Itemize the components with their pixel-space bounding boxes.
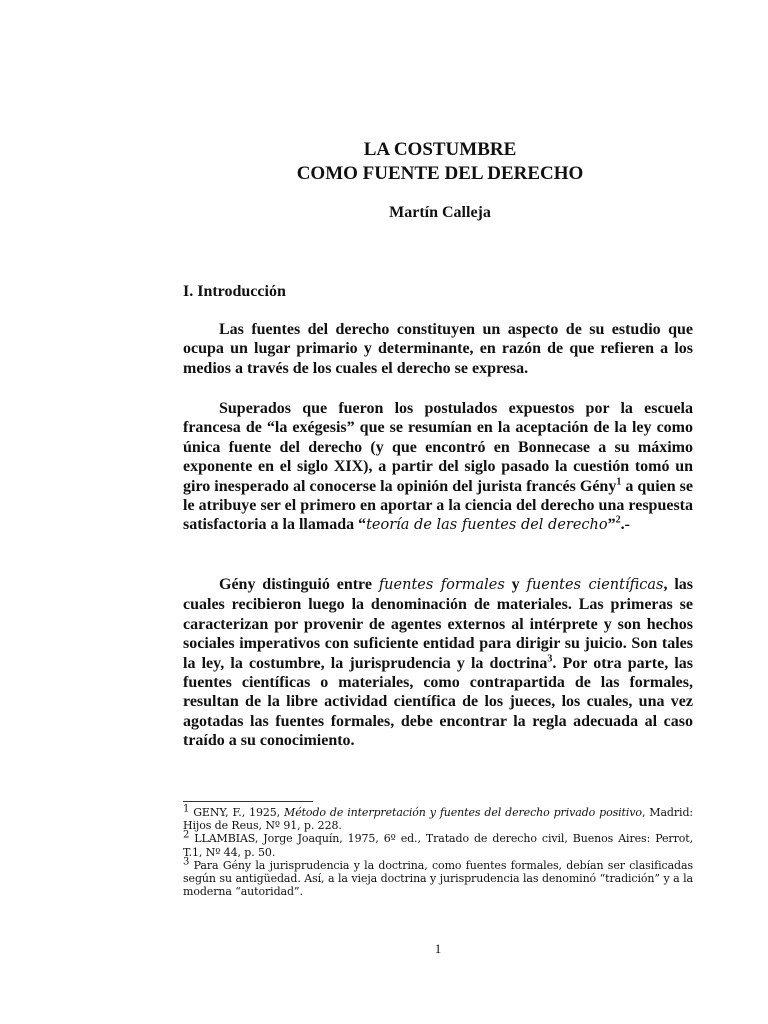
author-name: Martín Calleja bbox=[389, 204, 491, 221]
paragraph-2-italic: teoría de las fuentes del derecho bbox=[366, 517, 608, 534]
footnote-1-text-b: , Madrid: Hijos de Reus, Nº 91, p. 228. bbox=[183, 806, 693, 833]
paragraph-2-text-d: .- bbox=[620, 516, 630, 534]
footnote-3-text: Para Gény la jurisprudencia y la doctrina, como fuentes formales, debían ser clasificadas según su antigüedad. Así, a la vieja doctrina y jurisprudencia las denominó “tradición” y a la moderna “autoridad”. bbox=[183, 858, 693, 899]
footnote-2 bbox=[183, 829, 693, 859]
paragraph-1: Las fuentes del derecho constituyen un aspecto de su estudio que ocupa un lugar primario y determinante, en razón de que refieren a los medios a través de los cuales el derecho se expresa. bbox=[183, 321, 693, 377]
footnote-2-text: LLAMBIAS, Jorge Joaquín, 1975, 6º ed., Tratado de derecho civil, Buenos Aires: Perrot, T.1, Nº 44, p. 50. bbox=[183, 832, 693, 859]
footnote-ref-3: 3 bbox=[547, 653, 553, 665]
paragraph-2 bbox=[183, 399, 693, 536]
paragraph-3-italic-1: fuentes formales bbox=[378, 577, 505, 593]
footnote-number-2: 2 bbox=[183, 829, 190, 841]
section-heading: I. Introducción bbox=[183, 283, 286, 300]
footnote-1-text-a: GENY, F., 1925, bbox=[189, 806, 285, 819]
footnote-3 bbox=[183, 856, 693, 899]
title-line-1: LA COSTUMBRE bbox=[363, 139, 517, 160]
paragraph-2-text-b: a quien se le atribuye ser el primero en aportar a la ciencia del derecho una respuesta satisfactoria a la llamada “ bbox=[183, 477, 694, 534]
paragraph-3-text-b: y bbox=[504, 576, 527, 593]
paragraph-3-italic-2: fuentes científicas bbox=[526, 577, 664, 593]
paragraph-2-text-a: Superados que fueron los postulados expuestos por la escuela francesa de “la exégesis” que se resumían en la aceptación de la ley como única fuente del derecho (y que encontró en Bonnecase a su máximo exponente en el siglo XIX), a partir del siglo pasado la cuestión tomó un giro inesperado al conocerse la opinión del jurista francés Gény bbox=[183, 400, 693, 495]
paragraph-3-text-c: , las cuales recibieron luego la denominación de materiales. Las primeras se caracterizan por provenir de agentes externos al intérprete y son hechos sociales imperativos con suficiente entidad para dirigir su juicio. Son tales la ley, la costumbre, la jurisprudencia y la doctrina bbox=[183, 576, 694, 672]
footnote-number-3: 3 bbox=[183, 856, 190, 868]
title-line-2: COMO FUENTE DEL DERECHO bbox=[296, 163, 584, 184]
footnote-ref-2: 2 bbox=[615, 515, 621, 527]
page-number: 1 bbox=[434, 941, 442, 956]
footnote-ref-1: 1 bbox=[616, 476, 622, 488]
footnote-divider bbox=[183, 801, 313, 802]
footnote-1-italic: Método de interpretación y fuentes del derecho privado positivo bbox=[284, 806, 642, 819]
paragraph-3-text-a: Gény distinguió entre bbox=[219, 576, 379, 593]
footnotes bbox=[183, 803, 693, 899]
paragraph-2-text-c: ” bbox=[607, 516, 616, 534]
footnote-1 bbox=[183, 803, 693, 833]
footnote-number-1: 1 bbox=[183, 803, 190, 815]
paragraph-3 bbox=[183, 575, 693, 751]
paragraph-3-text-d: . Por otra parte, las fuentes científicas o materiales, como contrapartida de las formales, resultan de la libre actividad científica de los jueces, los cuales, una vez agotadas las fuentes formales, debe encontrar la regla adecuada al caso traído a su conocimiento. bbox=[183, 654, 693, 750]
document-title bbox=[0, 138, 768, 186]
